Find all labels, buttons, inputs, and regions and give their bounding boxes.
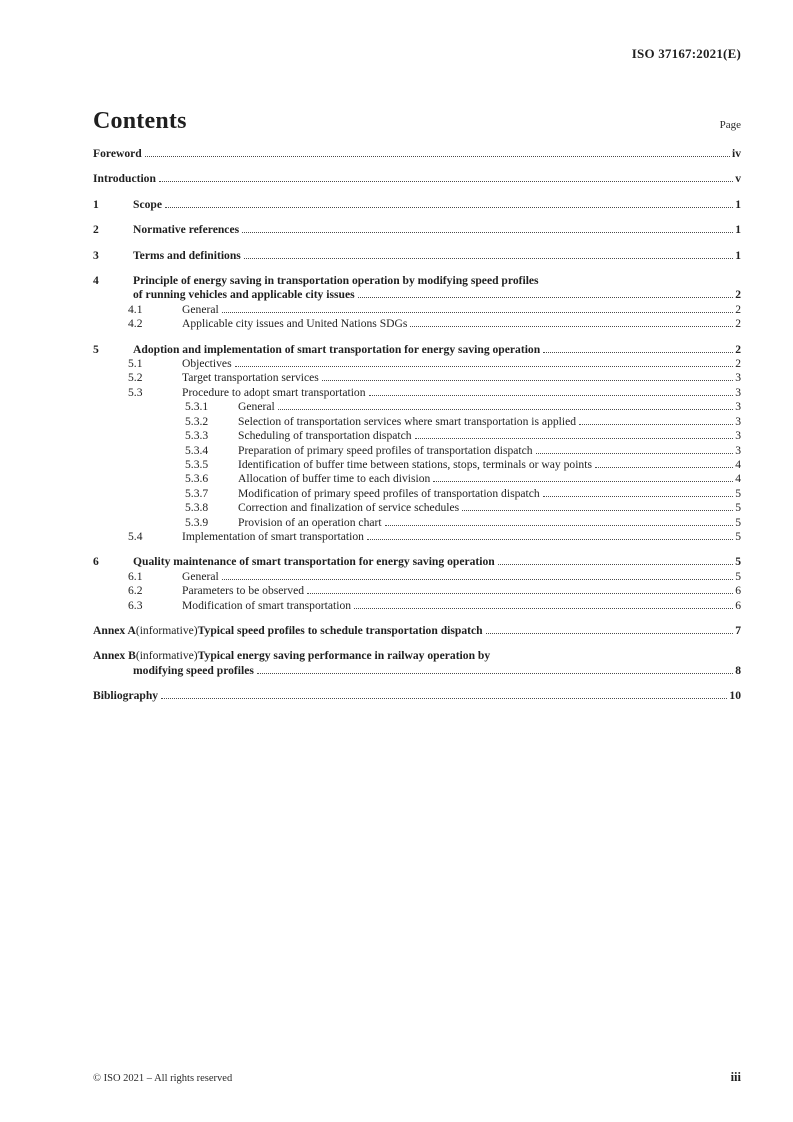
toc-clause-number: 4 bbox=[93, 274, 99, 288]
toc-clause-number: 3 bbox=[93, 248, 99, 262]
toc-clause-number: 1 bbox=[93, 197, 99, 211]
toc-clause-number: 6.1 bbox=[128, 569, 143, 583]
toc-clause-number: 5.3.1 bbox=[185, 400, 209, 414]
toc-page-number: 3 bbox=[735, 443, 741, 457]
toc-clause-number: 5.3.4 bbox=[185, 443, 209, 457]
toc-entry[interactable] bbox=[93, 343, 741, 357]
toc-entry-content bbox=[182, 317, 741, 331]
toc-entry[interactable] bbox=[93, 444, 741, 458]
toc-clause-number: 4.1 bbox=[128, 302, 143, 316]
toc-entry-title: General bbox=[182, 302, 219, 316]
toc-entry-line bbox=[238, 400, 741, 414]
toc-page-number: 1 bbox=[735, 197, 741, 211]
toc-entry-content bbox=[93, 624, 741, 638]
toc-entry-title: Allocation of buffer time to each division bbox=[238, 472, 431, 486]
toc-entry-title: Normative references bbox=[133, 223, 240, 237]
toc-header-row bbox=[93, 108, 741, 135]
toc-entry-title: General bbox=[182, 569, 219, 583]
dot-leader bbox=[369, 395, 734, 396]
toc-entry[interactable] bbox=[93, 274, 741, 303]
toc-entry-line bbox=[238, 516, 741, 530]
toc-entry-line bbox=[238, 458, 741, 472]
toc-clause-number: 6 bbox=[93, 555, 99, 569]
toc-clause-number: 5.3.2 bbox=[185, 414, 209, 428]
toc-entry-line bbox=[93, 649, 741, 663]
toc-entry[interactable] bbox=[93, 429, 741, 443]
toc-entry-line bbox=[238, 415, 741, 429]
toc-entry-title: Target transportation services bbox=[182, 371, 319, 385]
toc-entry[interactable] bbox=[93, 386, 741, 400]
toc-page-number: 5 bbox=[735, 486, 741, 500]
page-column-label: Page bbox=[719, 119, 741, 131]
toc-entry-line bbox=[182, 530, 741, 544]
toc-clause-number: 2 bbox=[93, 223, 99, 237]
toc-entry[interactable] bbox=[93, 147, 741, 161]
toc-clause-number: 5.3 bbox=[128, 385, 143, 399]
dot-leader bbox=[536, 453, 734, 454]
toc-page-number: 3 bbox=[735, 400, 741, 414]
toc-entry[interactable] bbox=[93, 584, 741, 598]
toc-entry-title: General bbox=[238, 400, 275, 414]
toc-entry-title: Provision of an operation chart bbox=[238, 515, 382, 529]
dot-leader bbox=[367, 539, 733, 540]
toc-entry-title: Foreword bbox=[93, 147, 142, 160]
toc-entry[interactable] bbox=[93, 303, 741, 317]
toc-entry-title: Correction and finalization of service schedules bbox=[238, 501, 460, 515]
toc-entry-content bbox=[93, 649, 741, 678]
toc-entry-line bbox=[182, 386, 741, 400]
toc-entry-content bbox=[182, 530, 741, 544]
toc-clause-number: 5.3.3 bbox=[185, 429, 209, 443]
annex-qualifier: (informative) bbox=[135, 623, 198, 637]
toc-entry-line bbox=[133, 274, 741, 288]
annex-label: Annex B bbox=[93, 649, 136, 663]
dot-leader bbox=[322, 380, 733, 381]
toc-entry-line bbox=[238, 472, 741, 486]
toc-entry-content bbox=[93, 689, 741, 703]
toc-entry-title: Procedure to adopt smart transportation bbox=[182, 385, 366, 399]
toc-entry-content bbox=[133, 555, 741, 569]
toc-page-number: 1 bbox=[735, 248, 741, 262]
toc-entry-content bbox=[133, 198, 741, 212]
toc-entry-content bbox=[238, 400, 741, 414]
dot-leader bbox=[543, 496, 734, 497]
toc-page-number: 2 bbox=[735, 342, 741, 356]
toc-entry-title: Modification of smart transportation bbox=[182, 598, 352, 612]
toc-clause-number: 6.2 bbox=[128, 584, 143, 598]
toc-entry-title: Typical energy saving performance in railway operation by bbox=[197, 649, 491, 663]
toc-entry-title: Applicable city issues and United Nations SDGs bbox=[182, 317, 408, 331]
toc-page-number: 3 bbox=[735, 414, 741, 428]
toc-clause-number: 5.3.8 bbox=[185, 501, 209, 515]
toc-page-number: 6 bbox=[735, 584, 741, 598]
dot-leader bbox=[410, 326, 733, 327]
toc-entry[interactable] bbox=[93, 371, 741, 385]
dot-leader bbox=[242, 232, 733, 233]
toc-entry-content bbox=[182, 357, 741, 371]
toc-entry-title: Scope bbox=[133, 197, 162, 211]
toc-entry[interactable] bbox=[93, 487, 741, 501]
toc-clause-number: 5.3.5 bbox=[185, 457, 209, 471]
toc-section bbox=[93, 108, 741, 704]
toc-entry-content bbox=[133, 274, 741, 303]
annex-label: Annex A bbox=[93, 623, 136, 637]
toc-entry-content bbox=[133, 343, 741, 357]
toc-page-number: 6 bbox=[735, 598, 741, 612]
toc-entry-line bbox=[133, 555, 741, 569]
toc-entry-title: Implementation of smart transportation bbox=[182, 529, 364, 543]
toc-entry-line bbox=[93, 172, 741, 186]
toc-page-number: 3 bbox=[735, 429, 741, 443]
toc-entry-line bbox=[133, 198, 741, 212]
toc-entry-line bbox=[182, 584, 741, 598]
toc-entry-content bbox=[238, 415, 741, 429]
toc-entry[interactable] bbox=[93, 223, 741, 237]
toc-entry[interactable] bbox=[93, 357, 741, 371]
toc-page-number: 2 bbox=[735, 317, 741, 331]
toc-entry[interactable] bbox=[93, 570, 741, 584]
dot-leader bbox=[278, 409, 734, 410]
toc-clause-number: 5.3.6 bbox=[185, 472, 209, 486]
toc-entry[interactable] bbox=[93, 198, 741, 212]
copyright-notice: © ISO 2021 – All rights reserved bbox=[93, 1073, 233, 1084]
contents-title: Contents bbox=[93, 108, 187, 134]
toc-entry-line bbox=[238, 444, 741, 458]
toc-entry[interactable] bbox=[93, 458, 741, 472]
toc-page-number: 5 bbox=[735, 501, 741, 515]
document-reference: ISO 37167:2021(E) bbox=[631, 46, 741, 61]
page-footer bbox=[93, 1070, 741, 1085]
toc-entry-line bbox=[133, 249, 741, 263]
toc-entry-line bbox=[182, 371, 741, 385]
dot-leader bbox=[385, 525, 734, 526]
toc-entry[interactable] bbox=[93, 172, 741, 186]
toc-entry-content bbox=[238, 472, 741, 486]
annex-qualifier: (informative) bbox=[135, 649, 198, 663]
toc-page-number: iv bbox=[731, 147, 741, 160]
dot-leader bbox=[222, 312, 734, 313]
dot-leader bbox=[579, 424, 733, 425]
dot-leader bbox=[486, 633, 734, 634]
toc-entry[interactable] bbox=[93, 624, 741, 638]
dot-leader bbox=[257, 673, 733, 674]
dot-leader bbox=[462, 510, 733, 511]
toc-entry[interactable] bbox=[93, 649, 741, 678]
toc-entry[interactable] bbox=[93, 400, 741, 414]
toc-entry-title: Identification of buffer time between stations, stops, terminals or way points bbox=[238, 457, 592, 471]
toc-entry-line bbox=[238, 429, 741, 443]
toc-page-number: 5 bbox=[735, 569, 741, 583]
toc-entry-title: Terms and definitions bbox=[133, 248, 241, 262]
toc-entry[interactable] bbox=[93, 516, 741, 530]
toc-entry-content bbox=[238, 516, 741, 530]
toc-entry-line bbox=[238, 501, 741, 515]
dot-leader bbox=[543, 352, 733, 353]
toc-page-number: v bbox=[735, 172, 741, 186]
toc-entry-content bbox=[93, 172, 741, 186]
folio-page-number: iii bbox=[730, 1070, 741, 1084]
toc-page-number: 2 bbox=[735, 302, 741, 316]
toc-entry-title-continued: of running vehicles and applicable city issues bbox=[133, 288, 355, 302]
toc-entry-content bbox=[133, 223, 741, 237]
toc-entry-line bbox=[133, 288, 741, 302]
toc-page-number: 1 bbox=[735, 223, 741, 237]
toc-page-number: 3 bbox=[735, 371, 741, 385]
toc-clause-number: 5.2 bbox=[128, 371, 143, 385]
dot-leader bbox=[222, 579, 734, 580]
dot-leader bbox=[307, 593, 733, 594]
dot-leader bbox=[358, 297, 734, 298]
toc-entry[interactable] bbox=[93, 599, 741, 613]
toc-entry-content bbox=[182, 386, 741, 400]
toc-entry-line bbox=[93, 624, 741, 638]
toc-page-number: 2 bbox=[735, 288, 741, 302]
toc-entry-title: Selection of transportation services where smart transportation is applied bbox=[238, 414, 577, 428]
toc-entry-content bbox=[93, 147, 741, 161]
toc-entry-title: Typical speed profiles to schedule transportation dispatch bbox=[197, 623, 483, 637]
toc-page-number: 10 bbox=[729, 689, 741, 703]
toc-clause-number: 5 bbox=[93, 342, 99, 356]
toc-entry-title: Parameters to be observed bbox=[182, 584, 305, 598]
toc-entry-line bbox=[238, 487, 741, 501]
toc-page-number: 5 bbox=[735, 515, 741, 529]
toc-page-number: 3 bbox=[735, 385, 741, 399]
dot-leader bbox=[244, 258, 733, 259]
toc-entry-content bbox=[182, 584, 741, 598]
toc-page-number: 4 bbox=[735, 457, 741, 471]
toc-entry-line bbox=[93, 664, 741, 678]
toc-entry[interactable] bbox=[93, 689, 741, 703]
toc-entry-title: Bibliography bbox=[93, 689, 159, 703]
toc-page-number: 8 bbox=[735, 663, 741, 677]
toc-entry[interactable] bbox=[93, 415, 741, 429]
toc-entry[interactable] bbox=[93, 530, 741, 544]
toc-entry-title: Modification of primary speed profiles of transportation dispatch bbox=[238, 486, 540, 500]
toc-entry[interactable] bbox=[93, 555, 741, 569]
toc-entry-title: Quality maintenance of smart transportation for energy saving operation bbox=[133, 555, 495, 569]
toc-entry-line bbox=[182, 599, 741, 613]
toc-list bbox=[93, 147, 741, 704]
toc-clause-number: 5.3.7 bbox=[185, 486, 209, 500]
dot-leader bbox=[354, 608, 733, 609]
toc-page-number: 5 bbox=[735, 555, 741, 569]
toc-page-number: 5 bbox=[735, 529, 741, 543]
toc-entry-content bbox=[182, 303, 741, 317]
toc-clause-number: 5.4 bbox=[128, 529, 143, 543]
toc-page-number: 2 bbox=[735, 357, 741, 371]
dot-leader bbox=[165, 207, 733, 208]
toc-entry-content bbox=[182, 599, 741, 613]
toc-entry-title: Adoption and implementation of smart transportation for energy saving operation bbox=[133, 342, 541, 356]
toc-entry-title: Scheduling of transportation dispatch bbox=[238, 429, 412, 443]
toc-entry-content bbox=[238, 444, 741, 458]
toc-entry-content bbox=[182, 371, 741, 385]
toc-entry-line bbox=[93, 147, 741, 161]
dot-leader bbox=[161, 698, 727, 699]
toc-entry-line bbox=[182, 303, 741, 317]
dot-leader bbox=[595, 467, 733, 468]
dot-leader bbox=[498, 564, 733, 565]
toc-entry-title: Principle of energy saving in transportation operation by modifying speed profiles bbox=[133, 274, 539, 288]
dot-leader bbox=[433, 481, 733, 482]
toc-clause-number: 5.3.9 bbox=[185, 515, 209, 529]
toc-entry-title: Objectives bbox=[182, 357, 232, 371]
toc-entry[interactable] bbox=[93, 472, 741, 486]
toc-entry-content bbox=[238, 429, 741, 443]
toc-entry-line bbox=[182, 357, 741, 371]
toc-entry-line bbox=[93, 689, 741, 703]
toc-clause-number: 4.2 bbox=[128, 317, 143, 331]
toc-entry-line bbox=[133, 343, 741, 357]
toc-entry-title-continued: modifying speed profiles bbox=[133, 663, 254, 677]
toc-entry-content bbox=[182, 570, 741, 584]
toc-entry-title: Preparation of primary speed profiles of transportation dispatch bbox=[238, 443, 533, 457]
toc-entry-content bbox=[238, 487, 741, 501]
toc-entry-content bbox=[238, 458, 741, 472]
toc-page-number: 4 bbox=[735, 472, 741, 486]
toc-page-number: 7 bbox=[735, 623, 741, 637]
dot-leader bbox=[415, 438, 734, 439]
toc-entry[interactable] bbox=[93, 249, 741, 263]
toc-clause-number: 5.1 bbox=[128, 357, 143, 371]
toc-entry[interactable] bbox=[93, 317, 741, 331]
toc-entry-title: Introduction bbox=[93, 172, 156, 186]
toc-entry[interactable] bbox=[93, 501, 741, 515]
dot-leader bbox=[235, 366, 734, 367]
toc-entry-line bbox=[182, 317, 741, 331]
toc-clause-number: 6.3 bbox=[128, 598, 143, 612]
dot-leader bbox=[145, 156, 730, 157]
toc-entry-line bbox=[133, 223, 741, 237]
toc-entry-content bbox=[133, 249, 741, 263]
dot-leader bbox=[159, 181, 733, 182]
toc-entry-line bbox=[182, 570, 741, 584]
toc-entry-content bbox=[238, 501, 741, 515]
